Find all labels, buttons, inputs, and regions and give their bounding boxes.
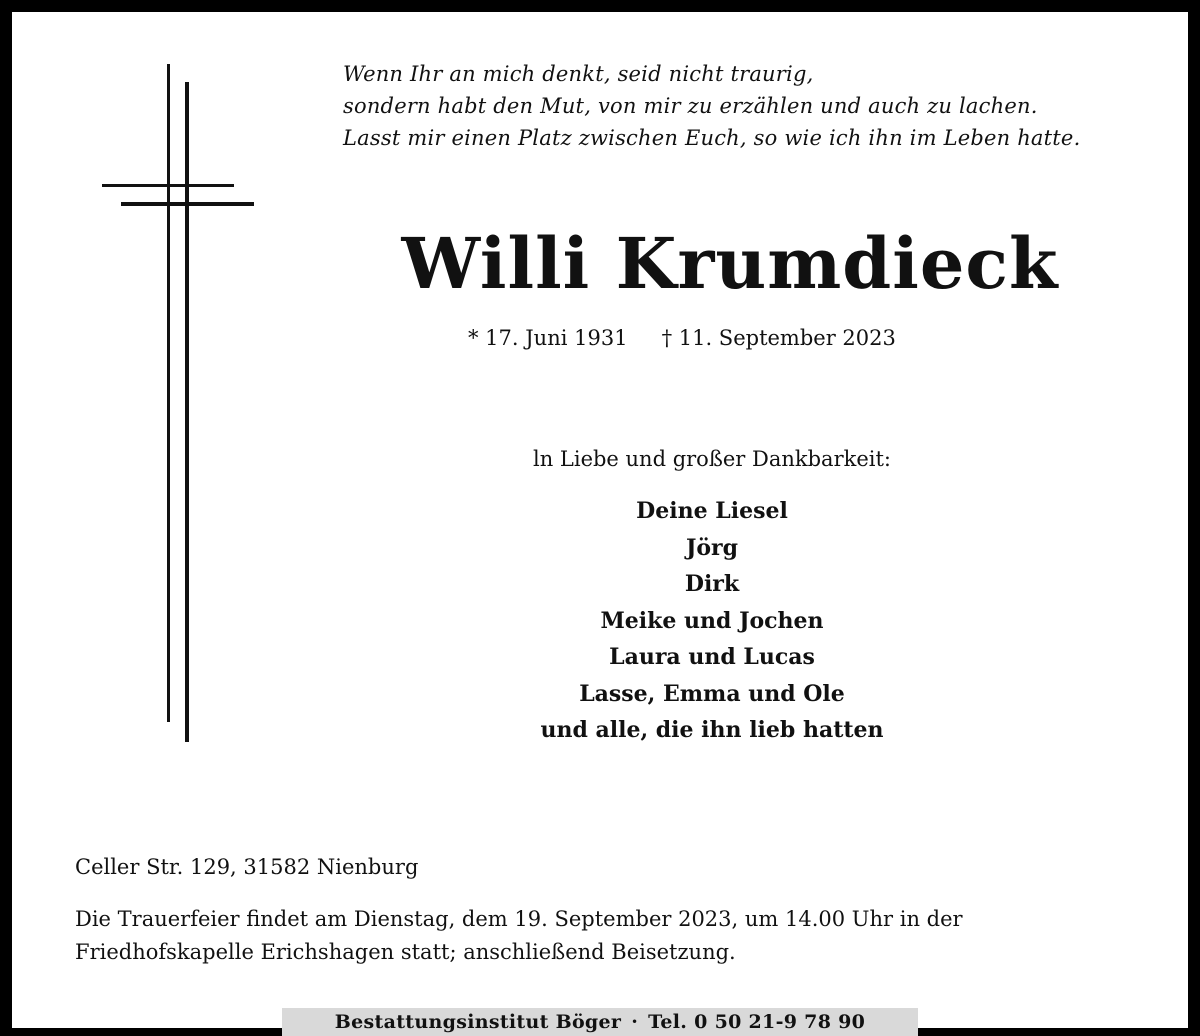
mourner-name: und alle, die ihn lieb hatten — [540, 717, 884, 743]
funeral-home-name: Bestattungsinstitut Böger — [334, 1011, 622, 1033]
service-line: Friedhofskapelle Erichshagen statt; anschließend Beisetzung. — [75, 940, 736, 964]
mourner-name: Lasse, Emma und Ole — [579, 680, 845, 707]
quote-line: Wenn Ihr an mich denkt, seid nicht traurig, — [343, 62, 814, 86]
mourner-name: Dirk — [684, 571, 740, 597]
cross-vertical-line-left — [167, 64, 170, 722]
life-dates — [468, 323, 896, 353]
quote-line: sondern habt den Mut, von mir zu erzählen und auch zu lachen. — [343, 94, 1038, 118]
funeral-home-phone: Tel. 0 50 21-9 78 90 — [648, 1011, 866, 1033]
mourner-name: Jörg — [685, 534, 739, 561]
mourner-name: Laura und Lucas — [609, 644, 815, 670]
family-address: Celler Str. 129, 31582 Nienburg — [75, 855, 419, 879]
service-line: Die Trauerfeier findet am Dienstag, dem 19. September 2023, um 14.00 Uhr in der — [75, 907, 963, 931]
mourner-name: Meike und Jochen — [600, 607, 824, 634]
memorial-quote — [343, 58, 1163, 154]
birth-date: * 17. Juni 1931 — [468, 326, 628, 350]
death-date: † 11. September 2023 — [661, 326, 896, 350]
footer-separator: · — [631, 1011, 639, 1033]
mourner-name: Deine Liesel — [636, 498, 788, 524]
quote-line: Lasst mir einen Platz zwischen Euch, so wie ich ihn im Leben hatte. — [343, 126, 1081, 150]
cross-horizontal-line-bottom — [121, 202, 254, 206]
mourners-intro: ln Liebe und großer Dankbarkeit: — [532, 447, 891, 471]
cross-vertical-line-right — [185, 82, 189, 742]
mourners-list — [412, 493, 1012, 749]
funeral-service-notice — [75, 903, 1155, 969]
deceased-name: Willi Krumdieck — [401, 222, 1059, 305]
cross-horizontal-line-top — [102, 184, 234, 187]
funeral-home-footer — [282, 1008, 918, 1036]
